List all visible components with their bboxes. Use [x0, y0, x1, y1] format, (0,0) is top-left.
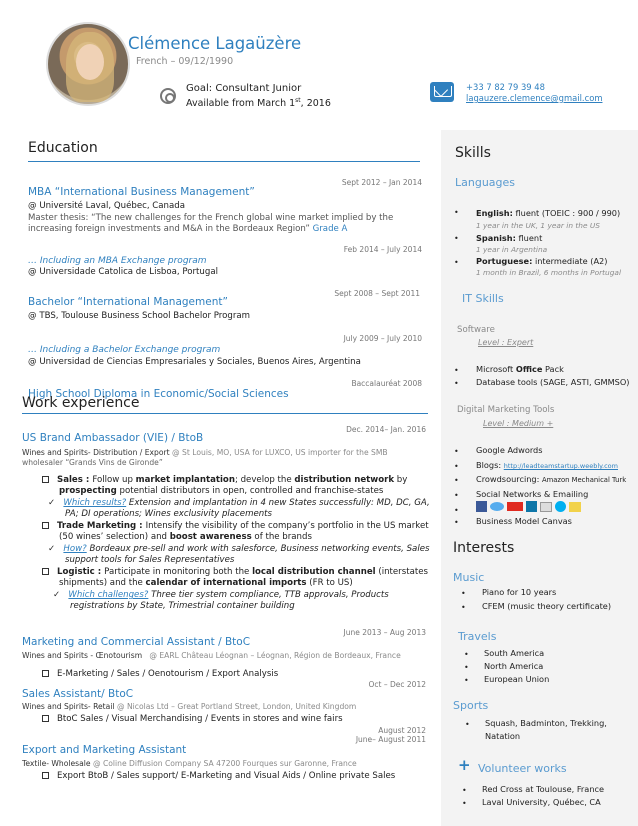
work-date: June– August 2011	[355, 735, 426, 744]
interest-item: Laval University, Québec, CA	[482, 797, 601, 807]
education-divider	[28, 161, 420, 162]
edu-title: … Including an MBA Exchange program	[28, 256, 207, 266]
work-title: Marketing and Commercial Assistant / BtoC	[22, 636, 251, 648]
software-item: Microsoft Office Pack	[476, 364, 564, 374]
result-item: ✓ Which results? Extension and implantation in 4 new States successfully: MD, DC, GA,	[48, 498, 430, 508]
software-level: Level : Expert	[478, 338, 534, 347]
language-note: 1 year in the UK, 1 year in the US	[476, 221, 600, 230]
digital-level: Level : Medium +	[483, 419, 554, 428]
task-item: Sales : Follow up market implantation; develop the distribution network by	[42, 475, 407, 485]
work-date: August 2012	[378, 726, 426, 735]
work-title: Export and Marketing Assistant	[22, 744, 187, 756]
task-item: BtoC Sales / Visual Merchandising / Events in stores and wine fairs	[42, 714, 343, 724]
digital-item: Google Adwords	[476, 445, 543, 455]
edu-date: Baccalauréat 2008	[351, 379, 422, 388]
interest-item: Natation	[485, 731, 521, 741]
education-title: Education	[28, 140, 98, 156]
edu-date: Feb 2014 – July 2014	[343, 245, 422, 254]
edu-school: @ Universidade Catolica de Lisboa, Portugal	[28, 267, 218, 277]
result-item: ✓ How? Bordeaux pre-sell and work with salesforce, Business networking events, Sales	[48, 544, 430, 554]
digital-item: Crowdsourcing: Amazon Mechanical Turk	[476, 474, 627, 484]
edu-title: High School Diploma in Economic/Social Sciences	[28, 388, 289, 400]
edu-date: Sept 2008 – Sept 2011	[334, 289, 420, 298]
edu-title: MBA “International Business Management”	[28, 186, 255, 198]
language-note: 1 month in Brazil, 6 months in Portugal	[476, 268, 621, 277]
twitter-icon	[490, 502, 504, 511]
availability-text: Available from March 1st, 2016	[186, 97, 331, 110]
edu-school: @ TBS, Toulouse Business School Bachelor Program	[28, 311, 250, 321]
candidate-name: Clémence Lagaüzère	[128, 34, 302, 53]
interest-item: North America	[484, 661, 544, 671]
chat-icon	[569, 502, 581, 512]
work-title: US Brand Ambassador (VIE) / BtoB	[22, 432, 204, 444]
result-item: support tools for Sales Representatives	[65, 555, 235, 565]
interest-item: CFEM (music theory certificate)	[482, 601, 612, 611]
digital-item: Social Networks & Emailing	[476, 489, 589, 499]
task-item: shipments) and the calendar of international imports (FR to US)	[59, 578, 353, 588]
digital-item: Blogs: http://leadteamstartup.weebly.com	[476, 460, 618, 470]
digital-heading: Digital Marketing Tools	[457, 405, 555, 415]
work-company: wholesaler “Grands Vins de Gironde”	[22, 458, 163, 467]
work-company: Wines and Spirits- Retail @ Nicolas Ltd – Great Portland Street, London, United Kingdom	[22, 702, 357, 711]
youtube-icon	[507, 502, 523, 511]
it-skills-heading: IT Skills	[462, 292, 504, 305]
interest-item: European Union	[484, 674, 550, 684]
work-title: Sales Assistant/ BtoC	[22, 688, 134, 700]
goal-text: Goal: Consultant Junior	[186, 83, 302, 94]
work-company: Wines and Spirits - Œnotourism @ EARL Château Léognan – Léognan, Région de Bordeaux, France	[22, 651, 401, 660]
edu-thesis: increasing foreign investments and M&A in the Bordeaux Region” Grade A	[28, 224, 348, 234]
profile-photo	[46, 22, 130, 106]
nationality-birthdate: French – 09/12/1990	[136, 56, 234, 67]
interest-item: Red Cross at Toulouse, France	[482, 784, 605, 794]
edu-title: … Including a Bachelor Exchange program	[28, 345, 221, 355]
interest-item: Piano for 10 years	[482, 587, 557, 597]
email-link[interactable]: lagauzere.clemence@gmail.com	[466, 93, 603, 103]
work-title: Work experience	[22, 395, 140, 411]
email-client-icon	[540, 502, 552, 512]
language-item: English: fluent (TOEIC : 900 / 990)	[476, 208, 621, 218]
interest-item: Squash, Badminton, Trekking,	[485, 718, 607, 728]
skills-title: Skills	[455, 145, 491, 161]
edu-date: July 2009 – July 2010	[343, 334, 422, 343]
work-divider	[22, 413, 428, 414]
travels-heading: Travels	[458, 630, 497, 643]
work-date: Oct – Dec 2012	[368, 680, 426, 689]
language-item: Portuguese: intermediate (A2)	[476, 256, 608, 266]
language-item: Spanish: fluent	[476, 233, 543, 243]
music-heading: Music	[453, 571, 485, 584]
result-item: registrations by State, Trimestrial container building	[70, 601, 295, 611]
result-item: ✓ Which challenges? Three tier system compliance, TTB approvals, Products	[53, 590, 389, 600]
digital-item: Business Model Canvas	[476, 516, 572, 526]
volunteer-heading: Volunteer works	[478, 762, 567, 775]
task-item: (50 wines’ selection) and boost awareness of the brands	[59, 532, 312, 542]
work-company: Wines and Spirits- Distribution / Export @ St Louis, MO, USA for LUXCO, US importer for the SMB	[22, 448, 388, 457]
sports-heading: Sports	[453, 699, 489, 712]
edu-school: @ Universidad de Ciencias Empresariales y Sociales, Buenos Aires, Argentina	[28, 357, 361, 367]
task-item: Logistic : Participate in monitoring both the local distribution channel (interstates	[42, 567, 428, 577]
work-date: June 2013 – Aug 2013	[343, 628, 426, 637]
facebook-icon	[476, 501, 487, 512]
edu-title: Bachelor “International Management”	[28, 296, 228, 308]
task-item: Trade Marketing : Intensify the visibility of the company’s portfolio in the US market	[42, 521, 429, 531]
edu-thesis: Master thesis: “The new challenges for the French global wine market implied by the	[28, 213, 394, 223]
mail-icon	[430, 82, 454, 102]
languages-heading: Languages	[455, 176, 516, 189]
edu-school: @ Université Laval, Québec, Canada	[28, 201, 185, 211]
interest-item: South America	[484, 648, 545, 658]
plus-icon: +	[458, 756, 471, 774]
task-item: Export BtoB / Sales support/ E-Marketing and Visual Aids / Online private Sales	[42, 771, 395, 781]
linkedin-icon	[526, 501, 537, 512]
task-item: E-Marketing / Sales / Oenotourism / Export Analysis	[42, 669, 278, 679]
software-item: Database tools (SAGE, ASTI, GMMSO)	[476, 377, 630, 387]
edu-date: Sept 2012 – Jan 2014	[341, 178, 422, 187]
work-date: Dec. 2014– Jan. 2016	[346, 425, 426, 434]
phone-number: +33 7 82 79 39 48	[466, 82, 545, 92]
skype-icon	[555, 501, 566, 512]
interests-title: Interests	[453, 540, 515, 556]
target-icon	[160, 88, 176, 104]
software-heading: Software	[457, 325, 495, 335]
work-company: Textile- Wholesale @ Coline Diffusion Company SA 47200 Fourques sur Garonne, France	[22, 759, 357, 768]
task-item: prospecting potential distributors in open, controlled and franchise-states	[59, 486, 384, 496]
language-note: 1 year in Argentina	[476, 245, 548, 254]
result-item: PA; DI operations; Wines exclusivity placements	[65, 509, 273, 519]
social-icons	[476, 501, 581, 512]
